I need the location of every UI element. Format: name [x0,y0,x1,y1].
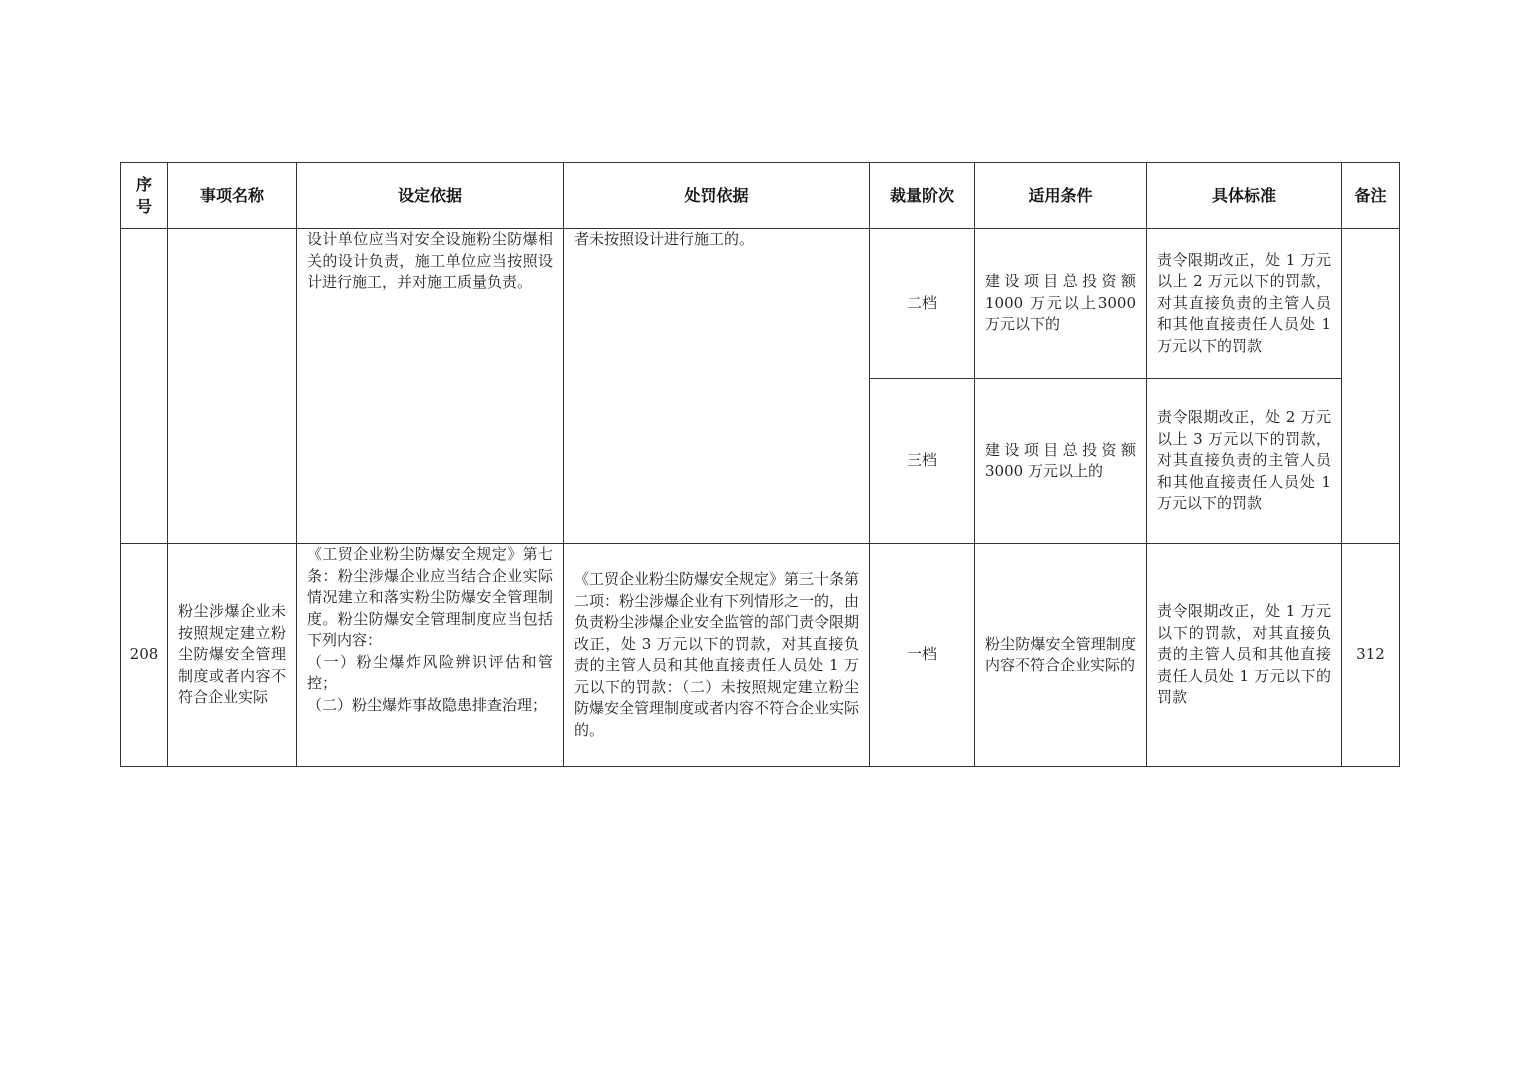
seq-cell: 208 [121,544,168,767]
header-level: 裁量阶次 [870,163,975,229]
remark-cell: 312 [1342,544,1400,767]
standard-cell: 责令限期改正，处 1 万元以上 2 万元以下的罚款，对其直接负责的主管人员和其他直接责任人员处 1 万元以下的罚款 [1147,229,1342,379]
level-cell: 一档 [870,544,975,767]
header-basis: 设定依据 [297,163,564,229]
table-row [121,229,1400,379]
basis-cell: 《工贸企业粉尘防爆安全规定》第七条：粉尘涉爆企业应当结合企业实际情况建立和落实粉尘防爆安全管理制度。粉尘防爆安全管理制度应当包括下列内容： （一）粉尘爆炸风险辨识评估和管控； （二）粉尘爆炸事故隐患排查治理； [297,544,564,767]
item-name-cell: 粉尘涉爆企业未按照规定建立粉尘防爆安全管理制度或者内容不符合企业实际 [168,544,297,767]
header-seq-label: 序号 [135,174,152,216]
condition-cell: 粉尘防爆安全管理制度内容不符合企业实际的 [975,544,1147,767]
header-standard: 具体标准 [1147,163,1342,229]
header-remark: 备注 [1342,163,1400,229]
header-item-name: 事项名称 [168,163,297,229]
level-cell: 二档 [870,229,975,379]
condition-cell: 建设项目总投资额1000 万元以上3000 万元以下的 [975,229,1147,379]
basis-cell: 设计单位应当对安全设施粉尘防爆相关的设计负责，施工单位应当按照设计进行施工，并对施工质量负责。 [297,229,564,544]
table-row [121,544,1400,767]
standard-cell: 责令限期改正，处 1 万元以下的罚款，对其直接负责的主管人员和其他直接责任人员处 1 万元以下的罚款 [1147,544,1342,767]
header-condition: 适用条件 [975,163,1147,229]
header-seq [121,163,168,229]
item-name-cell-empty [168,229,297,544]
header-penalty-basis: 处罚依据 [564,163,870,229]
remark-cell-empty [1342,229,1400,544]
level-cell: 三档 [870,379,975,544]
penalty-basis-cell: 者未按照设计进行施工的。 [564,229,870,544]
table-header-row [121,163,1400,229]
seq-cell-empty [121,229,168,544]
penalty-basis-cell: 《工贸企业粉尘防爆安全规定》第三十条第二项：粉尘涉爆企业有下列情形之一的，由负责粉尘涉爆企业安全监管的部门责令限期改正，处 3 万元以下的罚款，对其直接负责的主管人员和其他直接责任人员处 1 万元以下的罚款：（二）未按照规定建立粉尘防爆安全管理制度或者内容不符合企业实际的。 [564,544,870,767]
standard-cell: 责令限期改正，处 2 万元以上 3 万元以下的罚款，对其直接负责的主管人员和其他直接责任人员处 1 万元以下的罚款 [1147,379,1342,544]
condition-cell: 建设项目总投资额3000 万元以上的 [975,379,1147,544]
penalty-table [120,162,1400,767]
